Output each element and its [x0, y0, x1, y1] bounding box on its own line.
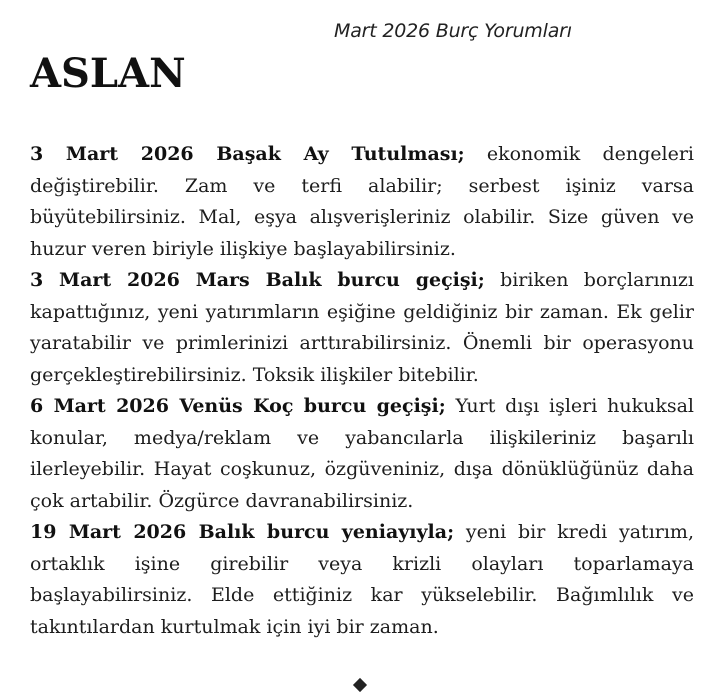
horoscope-entry [30, 391, 694, 517]
entry-body: Yurt dışı işleri hukuksal konular, medya/reklam ve yabancılarla ilişkileriniz başarılı ilerleyebilir. Hayat coşkunuz, özgüveniniz, dışa dönüklüğünüz daha çok artabilir. Özgürce davranabilirsiniz. [30, 395, 695, 512]
page-header-title: Mart 2026 Burç Yorumları [334, 20, 572, 42]
horoscope-entry [30, 517, 694, 643]
diamond-ornament-icon [353, 678, 367, 692]
entry-body: biriken borçlarınızı kapattığınız, yeni yatırımların eşiğine geldiğiniz bir zaman. Ek gelir yaratabilir ve primlerinizi arttırabilirsiniz. Önemli bir operasyonu gerçekleştirebilirsiniz. Toksik ilişkiler bitebilir. [30, 269, 694, 386]
entry-body: ekonomik dengeleri değiştirebilir. Zam ve terfi alabilir; serbest işiniz varsa büyütebilirsiniz. Mal, eşya alışverişleriniz olabilir. Size güven ve huzur veren biriyle ilişkiye başlayabilirsiniz. [30, 143, 694, 260]
horoscope-entry [30, 265, 694, 391]
horoscope-entry [30, 139, 694, 265]
entry-heading: 3 Mart 2026 Mars Balık burcu geçişi; [30, 269, 485, 291]
horoscope-content [30, 139, 694, 643]
zodiac-sign-title: ASLAN [30, 50, 186, 97]
entry-heading: 19 Mart 2026 Balık burcu yeniayıyla; [30, 521, 455, 543]
entry-body: yeni bir kredi yatırım, ortaklık işine girebilir veya krizli olayları toparlamaya başlayabilirsiniz. Elde ettiğiniz kar yükselebilir. Bağımlılık ve takıntılardan kurtulmak için iyi bir zaman. [30, 521, 694, 638]
entry-heading: 3 Mart 2026 Başak Ay Tutulması; [30, 143, 465, 165]
entry-heading: 6 Mart 2026 Venüs Koç burcu geçişi; [30, 395, 446, 417]
